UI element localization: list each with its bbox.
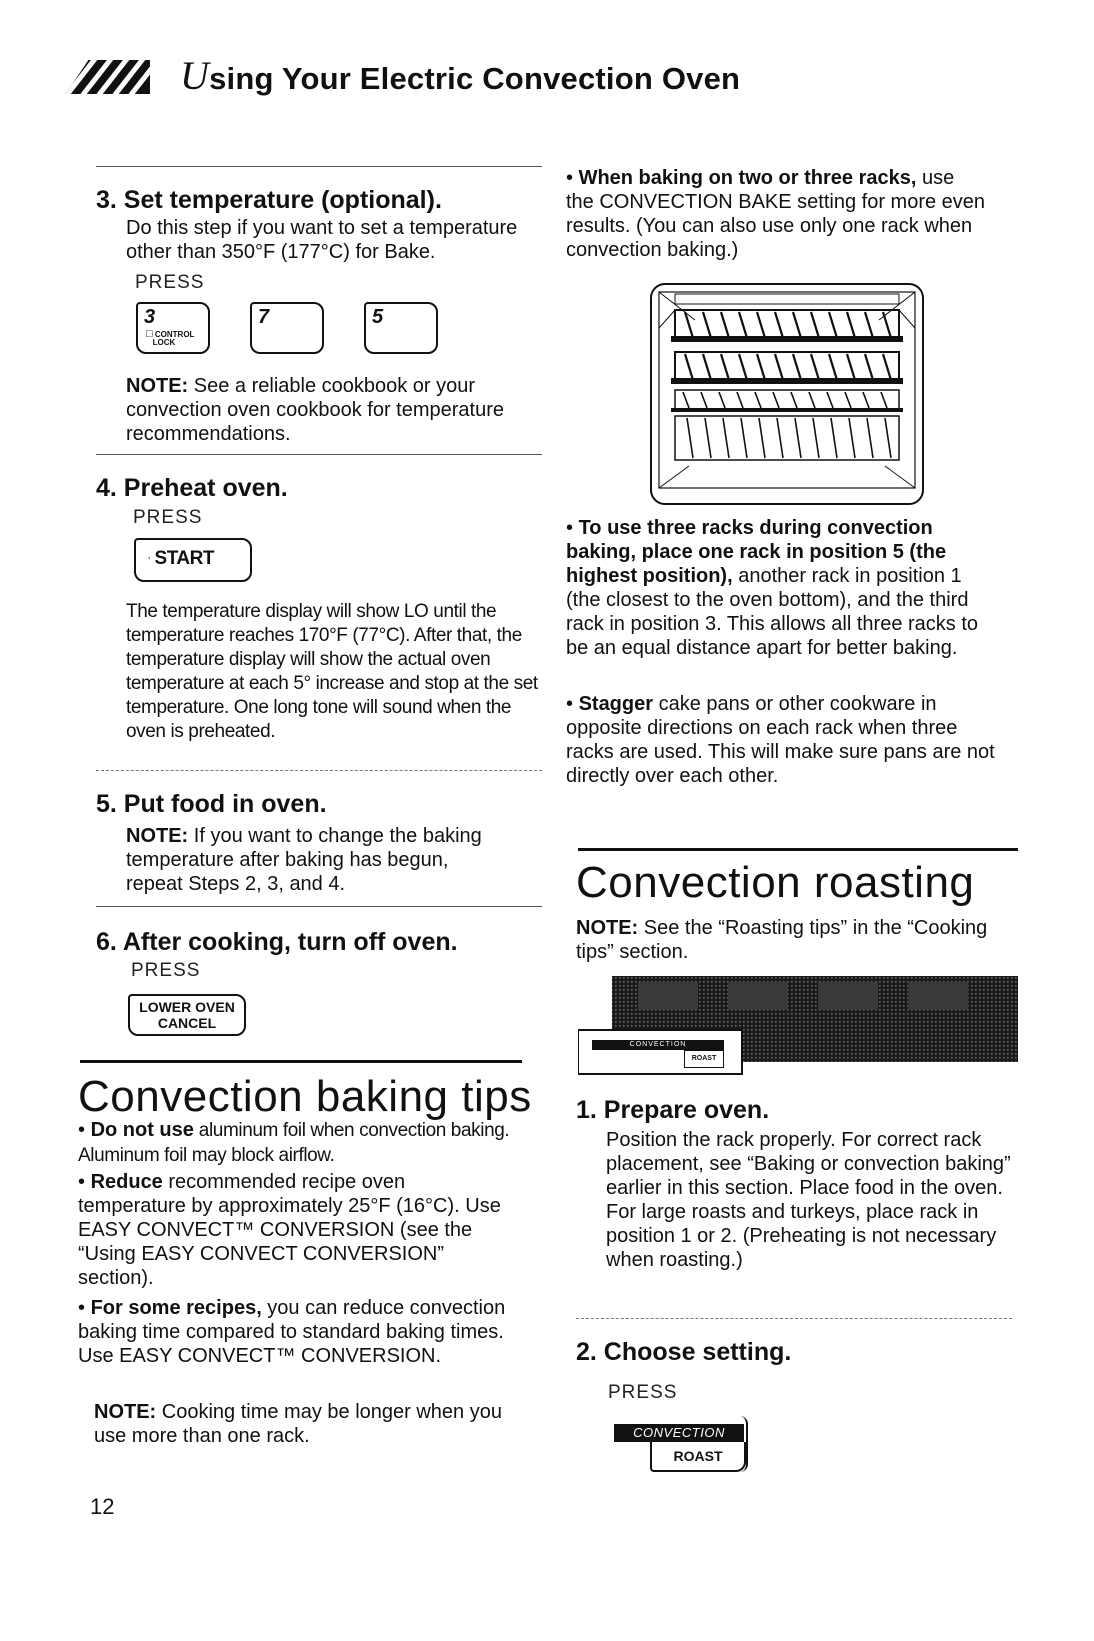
convection-roasting-heading: Convection roasting xyxy=(576,858,975,907)
step3-text: Do this step if you want to set a temperature other than 350°F (177°C) for Bake. xyxy=(126,217,518,263)
step3-note: NOTE: See a reliable cookbook or your convection oven cookbook for temperature recommendations. xyxy=(126,375,504,445)
rack-bullet: • Stagger cake pans or other cookware in opposite directions on each rack when three racks are used. This will make sure pans are not directly over each other. xyxy=(566,693,995,787)
page-number: 12 xyxy=(90,1494,115,1519)
roast-step2-press-label: PRESS xyxy=(608,1382,678,1403)
step4-press-label: PRESS xyxy=(133,507,203,528)
lower-oven-cancel-button[interactable]: LOWER OVEN CANCEL xyxy=(128,994,246,1036)
oven-racks-illustration xyxy=(645,280,931,508)
section-divider xyxy=(578,848,1018,851)
tips-note: NOTE: Cooking time may be longer when you use more than one rack. xyxy=(94,1401,502,1447)
step4-heading: 4. Preheat oven. xyxy=(96,474,288,502)
step5-note: NOTE: If you want to change the baking temperature after baking has begun, repeat Steps 2, 3, and 4. xyxy=(126,825,482,895)
step3-heading: 3. Set temperature (optional). xyxy=(96,186,442,214)
roast-step2-heading: 2. Choose setting. xyxy=(576,1338,792,1366)
panel-convection-roast-key[interactable]: CONVECTION ROAST xyxy=(592,1040,724,1060)
tip-item: • Reduce recommended recipe oven temperature by approximately 25°F (16°C). Use EASY CONVECT™ CONVERSION (see the “Using EASY CONVECT CONVERSION” section). xyxy=(78,1171,501,1289)
page-title: Using Your Electric Convection Oven xyxy=(180,53,741,98)
key-7[interactable]: 7 xyxy=(250,302,324,354)
divider xyxy=(96,166,542,167)
convection-baking-tips-heading: Convection baking tips xyxy=(78,1072,532,1121)
convection-roast-button[interactable]: CONVECTION ROAST xyxy=(614,1416,748,1472)
divider xyxy=(96,454,542,455)
key-3-control-lock[interactable]: 3 □ CONTROL LOCK xyxy=(136,302,210,354)
rack-bullet: • When baking on two or three racks, use the CONVECTION BAKE setting for more even results. (You can also use only one rack when convection baking.) xyxy=(566,167,986,261)
brand-logo xyxy=(62,60,150,94)
divider xyxy=(96,906,542,907)
step5-heading: 5. Put food in oven. xyxy=(96,790,327,818)
step3-press-label: PRESS xyxy=(135,272,205,293)
divider xyxy=(96,770,542,771)
key-5[interactable]: 5 xyxy=(364,302,438,354)
tip-item: • Do not use aluminum foil when convection baking. Aluminum foil may block airflow. xyxy=(78,1119,510,1166)
control-panel-illustration xyxy=(578,976,1018,1076)
roasting-note: NOTE: See the “Roasting tips” in the “Cooking tips” section. xyxy=(576,917,988,963)
step6-press-label: PRESS xyxy=(131,960,201,981)
tip-item: • For some recipes, you can reduce convection baking time compared to standard baking times. Use EASY CONVECT™ CONVERSION. xyxy=(78,1297,506,1367)
roast-step1-text: Position the rack properly. For correct rack placement, see “Baking or convection baking” earlier in this section. Place food in the oven. For large roasts and turkeys, place rack in position 1 or 2. (Preheating is not necessary when roasting.) xyxy=(606,1129,1011,1271)
step6-heading: 6. After cooking, turn off oven. xyxy=(96,928,458,956)
step4-text: The temperature display will show LO until the temperature reaches 170°F (77°C). After that, the temperature display will show the actual oven temperature at each 5° increase and stop at the set temperature. One long tone will sound when the oven is preheated. xyxy=(126,601,538,742)
roast-step1-heading: 1. Prepare oven. xyxy=(576,1096,770,1124)
divider xyxy=(576,1318,1012,1319)
start-button[interactable]: ’ START xyxy=(134,538,252,582)
rack-bullet: • To use three racks during convection baking, place one rack in position 5 (the highest position), another rack in position 1 (the closest to the oven bottom), and the third rack in position 3. This allows all three racks to be an equal distance apart for better baking. xyxy=(566,517,979,659)
section-divider xyxy=(80,1060,522,1063)
